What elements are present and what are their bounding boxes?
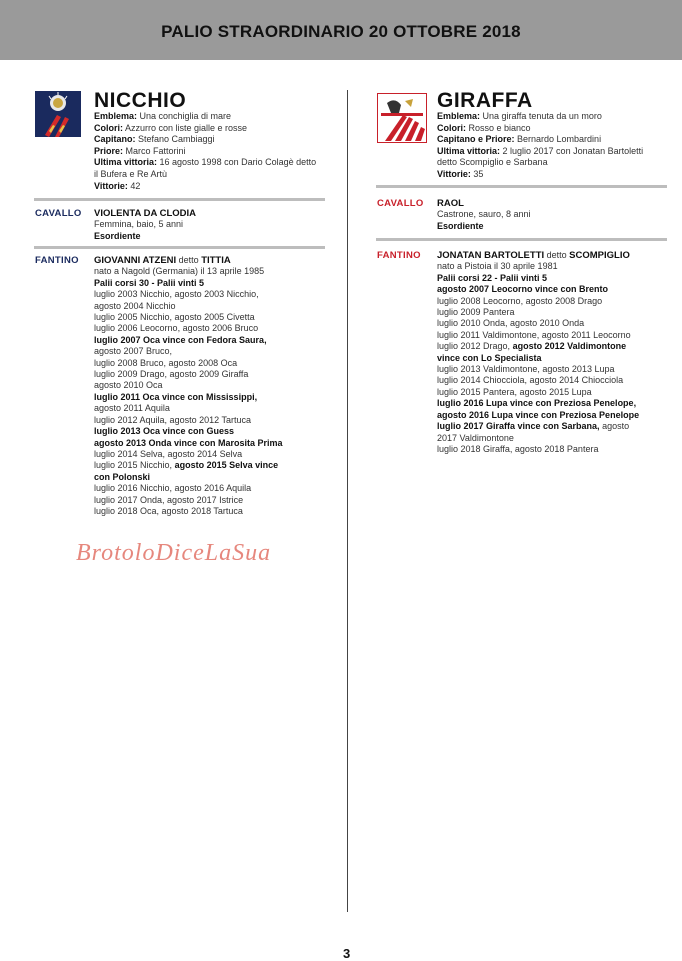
contrada-info: [94, 111, 316, 192]
history-line: luglio 2018 Giraffa, agosto 2018 Pantera: [437, 443, 599, 454]
history-line: luglio 2005 Nicchio, agosto 2005 Civetta: [94, 312, 255, 323]
history-line: luglio 2008 Bruco, agosto 2008 Oca: [94, 357, 238, 368]
jockey-name: JONATAN BARTOLETTI: [437, 250, 545, 261]
jockey-label: FANTINO: [377, 250, 421, 261]
info-value: Rosso e bianco: [466, 122, 531, 133]
jockey-name-line: [437, 250, 639, 261]
info-value: detto Scompiglio e Sarbana: [437, 157, 548, 168]
history-line: luglio 2014 Chiocciola, agosto 2014 Chiocciola: [437, 375, 624, 386]
info-label: Capitano:: [94, 134, 136, 145]
info-row: [94, 181, 316, 193]
history-line: 2017 Valdimontone: [437, 432, 514, 443]
history-line: agosto 2010 Oca: [94, 380, 163, 391]
contrada-name: NICCHIO: [94, 89, 187, 112]
nicchio-crest-icon: [35, 91, 81, 137]
info-row: [94, 111, 316, 123]
contrada-name: GIRAFFA: [437, 89, 533, 112]
info-value: Stefano Cambiaggi: [135, 134, 215, 145]
contrada-info: [437, 111, 643, 181]
history-text: luglio 2015 Nicchio,: [94, 460, 175, 471]
history-line: luglio 2010 Onda, agosto 2010 Onda: [437, 318, 585, 329]
info-label: Emblema:: [94, 111, 138, 121]
info-row: [94, 157, 316, 169]
info-value: Azzurro con liste gialle e rosse: [123, 122, 248, 133]
history-line: luglio 2015 Pantera, agosto 2015 Lupa: [437, 386, 592, 397]
history-line: luglio 2011 Oca vince con Mississippi,: [94, 391, 258, 402]
history-line: agosto 2013 Onda vince con Marosita Prima: [94, 437, 283, 448]
info-row: [94, 123, 316, 135]
history-text-bold: agosto 2015 Selva vince: [174, 460, 279, 471]
horse-description: Castrone, sauro, 8 anni: [437, 209, 531, 220]
history-text: agosto: [599, 421, 630, 432]
info-value: Bernardo Lombardini: [514, 134, 602, 145]
info-row: [437, 169, 643, 181]
page-header: [0, 0, 682, 60]
info-row: [437, 146, 643, 158]
history-line: luglio 2009 Pantera: [437, 307, 515, 318]
history-line: Palii corsi 22 - Palii vinti 5: [437, 272, 548, 283]
history-line: luglio 2013 Oca vince con Guess: [94, 426, 235, 437]
info-value: il Bufera e Re Artù: [94, 168, 168, 179]
jockey-history: [94, 266, 283, 517]
horse-description: Femmina, baio, 5 anni: [94, 219, 184, 230]
page-number: 3: [343, 946, 351, 961]
jockey-nickname: SCOMPIGLIO: [569, 250, 630, 261]
info-row: [437, 111, 643, 123]
info-row: [437, 123, 643, 135]
horse-block: [437, 198, 531, 232]
horse-label: CAVALLO: [377, 198, 424, 209]
info-value: 2 luglio 2017 con Jonatan Bartoletti: [500, 145, 644, 156]
history-line: luglio 2016 Nicchio, agosto 2016 Aquila: [94, 483, 252, 494]
info-label: Vittorie:: [437, 168, 471, 179]
history-line: luglio 2007 Oca vince con Fedora Saura,: [94, 334, 267, 345]
jockey-nickname: TITTIA: [201, 255, 231, 266]
info-row: [94, 146, 316, 158]
history-line: luglio 2012 Aquila, agosto 2012 Tartuca: [94, 414, 251, 425]
info-label: Ultima vittoria:: [437, 145, 501, 156]
history-line: [437, 421, 639, 432]
info-label: Ultima vittoria:: [94, 157, 158, 168]
info-row: [437, 157, 643, 169]
info-label: Emblema:: [437, 111, 481, 121]
page-title: PALIO STRAORDINARIO 20 OTTOBRE 2018: [161, 22, 521, 41]
history-line: agosto 2011 Aquila: [94, 403, 170, 414]
section-rule: [34, 246, 325, 249]
history-text: luglio 2012 Drago,: [437, 341, 513, 352]
history-line: [94, 460, 283, 471]
section-rule: [376, 238, 667, 241]
history-line: nato a Pistoia il 30 aprile 1981: [437, 261, 558, 272]
section-rule: [34, 198, 325, 201]
horse-status: Esordiente: [437, 220, 484, 231]
jockey-block: [437, 250, 639, 455]
history-line: agosto 2004 Nicchio: [94, 300, 176, 311]
history-line: con Polonski: [94, 471, 151, 482]
history-text-bold: luglio 2017 Giraffa vince con Sarbana,: [437, 421, 600, 432]
history-line: luglio 2008 Leocorno, agosto 2008 Drago: [437, 295, 603, 306]
horse-label: CAVALLO: [35, 208, 82, 219]
history-line: luglio 2003 Nicchio, agosto 2003 Nicchio,: [94, 289, 259, 300]
horse-block: [94, 208, 196, 242]
jockey-history: [437, 261, 639, 455]
info-label: Colori:: [437, 122, 466, 133]
info-label: Priore:: [94, 145, 124, 156]
section-rule: [376, 185, 667, 188]
history-text-bold: agosto 2012 Valdimontone: [512, 341, 627, 352]
info-row: [94, 169, 316, 181]
info-row: [94, 134, 316, 146]
horse-name: VIOLENTA DA CLODIA: [94, 208, 197, 219]
history-line: luglio 2013 Valdimontone, agosto 2013 Lupa: [437, 364, 615, 375]
history-line: luglio 2014 Selva, agosto 2014 Selva: [94, 448, 243, 459]
history-line: agosto 2007 Leocorno vince con Brento: [437, 284, 609, 295]
jockey-label: FANTINO: [35, 255, 79, 266]
jockey-detto: detto: [544, 250, 570, 260]
history-line: agosto 2016 Lupa vince con Preziosa Penelope: [437, 409, 640, 420]
horse-status: Esordiente: [94, 230, 141, 241]
info-value: 42: [127, 180, 141, 191]
info-value: Una conchiglia di mare: [137, 111, 232, 121]
history-line: luglio 2016 Lupa vince con Preziosa Penelope,: [437, 398, 637, 409]
info-value: Una giraffa tenuta da un moro: [480, 111, 602, 121]
jockey-block: [94, 255, 283, 517]
info-label: Colori:: [94, 122, 123, 133]
info-label: Capitano e Priore:: [437, 134, 515, 145]
watermark: BrotoloDiceLaSua: [76, 540, 272, 566]
history-line: luglio 2006 Leocorno, agosto 2006 Bruco: [94, 323, 259, 334]
info-value: 16 agosto 1998 con Dario Colagè detto: [157, 157, 317, 168]
info-row: [437, 134, 643, 146]
info-value: Marco Fattorini: [123, 145, 186, 156]
history-line: vince con Lo Specialista: [437, 352, 542, 363]
history-line: luglio 2018 Oca, agosto 2018 Tartuca: [94, 505, 243, 516]
horse-name: RAOL: [437, 198, 464, 209]
giraffa-crest-icon: [377, 93, 423, 139]
history-line: luglio 2017 Onda, agosto 2017 Istrice: [94, 494, 244, 505]
jockey-name-line: [94, 255, 283, 266]
column-divider: [347, 90, 348, 912]
history-line: luglio 2011 Valdimontone, agosto 2011 Leocorno: [437, 329, 631, 340]
history-line: luglio 2009 Drago, agosto 2009 Giraffa: [94, 369, 249, 380]
jockey-name: GIOVANNI ATZENI: [94, 255, 177, 266]
info-value: 35: [470, 168, 484, 179]
jockey-detto: detto: [176, 255, 202, 265]
history-line: nato a Nagold (Germania) il 13 aprile 1985: [94, 266, 265, 277]
history-line: agosto 2007 Bruco,: [94, 346, 173, 357]
history-line: [437, 341, 639, 352]
info-label: Vittorie:: [94, 180, 128, 191]
history-line: Palii corsi 30 - Palii vinti 5: [94, 277, 205, 288]
